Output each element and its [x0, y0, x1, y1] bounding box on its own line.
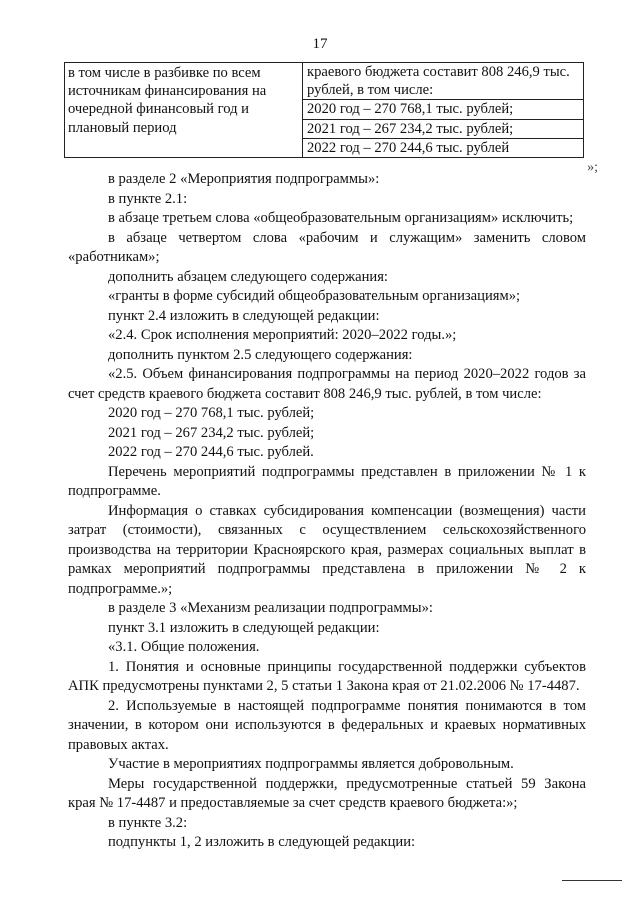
budget-table [64, 62, 584, 158]
paragraph: в абзаце третьем слова «общеобразовательным организациям» исключить; [108, 210, 574, 226]
paragraph: дополнить пунктом 2.5 следующего содержания: [108, 346, 413, 363]
paragraph: 2. Используемые в настоящей подпрограмме понятия понимаются в том значении, в котором они используются в федеральных и краевых нормативных правовых актах. [68, 697, 586, 753]
paragraph: Перечень мероприятий подпрограммы представлен в приложении № 1 к подпрограмме. [68, 463, 586, 499]
paragraph: в разделе 2 «Мероприятия подпрограммы»: [108, 171, 380, 187]
paragraph: 2022 год – 270 244,6 тыс. рублей. [108, 444, 314, 460]
paragraph: «2.5. Объем финансирования подпрограммы на период 2020–2022 годов за счет средств краевого бюджета составит 808 246,9 тыс. рублей, в том числе: [68, 366, 586, 402]
table-value-line: 2021 год – 267 234,2 тыс. рублей; [303, 119, 583, 138]
paragraph: 2020 год – 270 768,1 тыс. рублей; [108, 405, 315, 421]
paragraph: в абзаце четвертом слова «рабочим и служащим» заменить словом «работникам»; [68, 229, 586, 265]
footer-rule [562, 880, 622, 881]
table-value-line: 2022 год – 270 244,6 тыс. рублей [303, 138, 583, 157]
paragraph: «гранты в форме субсидий общеобразовательным организациям»; [108, 288, 521, 304]
paragraph: «2.4. Срок исполнения мероприятий: 2020–2022 годы.»; [108, 327, 457, 343]
paragraph: 2021 год – 267 234,2 тыс. рублей; [108, 424, 315, 441]
paragraph: пункт 3.1 изложить в следующей редакции: [108, 619, 380, 636]
paragraph: 1. Понятия и основные принципы государственной поддержки субъектов АПК предусмотрены пунктами 2, 5 статьи 1 Закона края от 21.02.2006 № 17-4487. [68, 658, 586, 694]
document-body [68, 170, 586, 853]
table-row [65, 63, 584, 158]
paragraph: «3.1. Общие положения. [108, 639, 260, 655]
paragraph: в пункте 3.2: [108, 814, 188, 831]
table-cell-label: в том числе в разбивке по всем источникам финансирования на очередной финансовый год и плановый период [65, 63, 303, 158]
paragraph: подпункты 1, 2 изложить в следующей редакции: [108, 834, 416, 850]
paragraph: Информация о ставках субсидирования компенсации (возмещения) части затрат (стоимости), связанных с осуществлением сельскохозяйственного производства на территории Красноярского края, размерах социальных выплат в рамках мероприятий подпрограммы представлена в приложении № 2 к подпрограмме.»; [68, 502, 586, 597]
closing-quote-mark: »; [587, 160, 598, 175]
paragraph: Меры государственной поддержки, предусмотренные статьей 59 Закона края № 17-4487 и предоставляемые за счет средств краевого бюджета:»; [68, 775, 586, 811]
table-cell-values [303, 63, 584, 158]
paragraph: в разделе 3 «Механизм реализации подпрограммы»: [108, 600, 433, 616]
paragraph: в пункте 2.1: [108, 190, 188, 207]
paragraph: дополнить абзацем следующего содержания: [108, 268, 388, 285]
table-value-line: краевого бюджета составит 808 246,9 тыс. рублей, в том числе: [307, 64, 570, 99]
page-number: 17 [312, 36, 328, 52]
table-value-line: 2020 год – 270 768,1 тыс. рублей; [303, 99, 583, 118]
paragraph: Участие в мероприятиях подпрограммы является добровольным. [108, 756, 514, 772]
paragraph: пункт 2.4 изложить в следующей редакции: [108, 307, 380, 324]
